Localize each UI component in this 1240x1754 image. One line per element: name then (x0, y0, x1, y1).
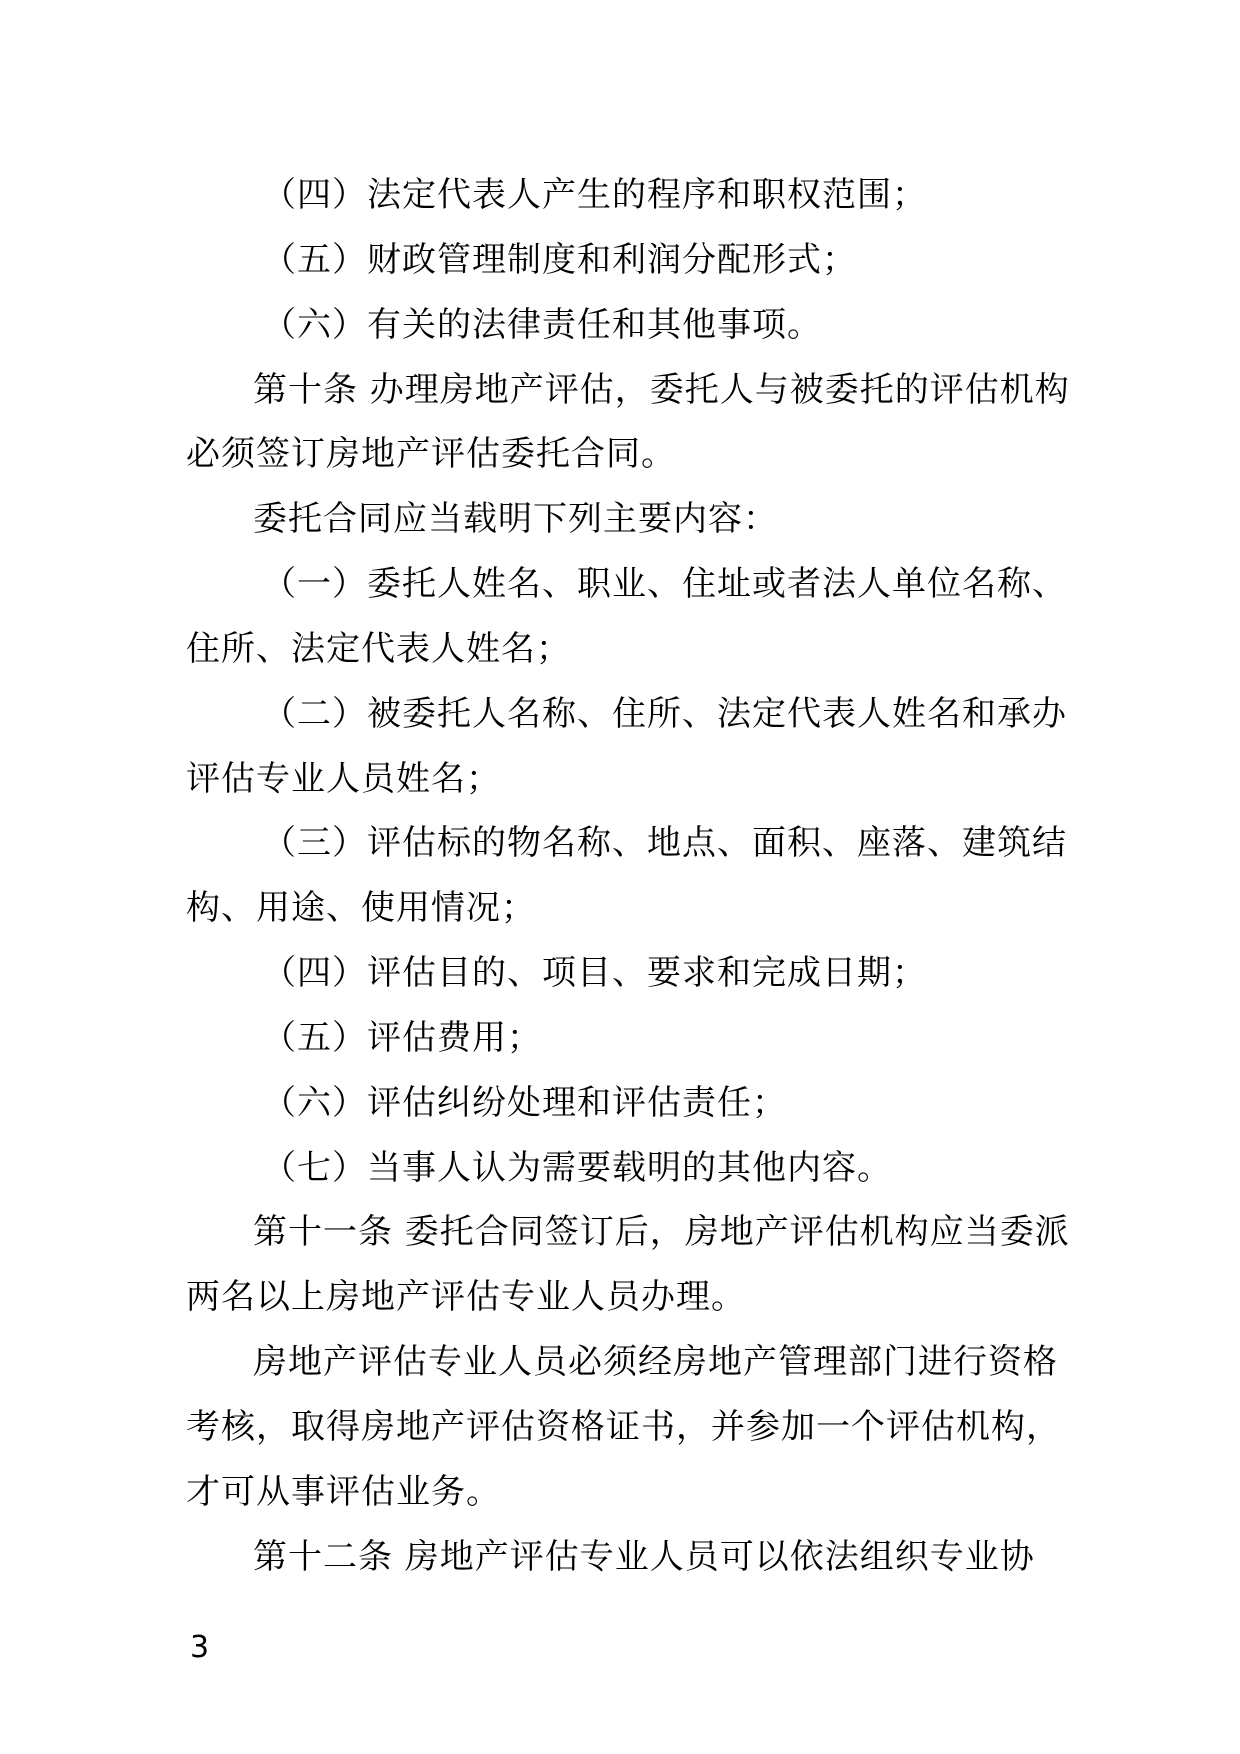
text-line: 委托合同应当载明下列主要内容： (253, 499, 778, 539)
text-line: 房地产评估专业人员必须经房地产管理部门进行资格 (253, 1342, 1058, 1382)
text-line: （三）评估标的物名称、地点、面积、座落、建筑结 (262, 823, 1067, 863)
text-line: （七）当事人认为需要载明的其他内容。 (262, 1148, 892, 1188)
text-line: （二）被委托人名称、住所、法定代表人姓名和承办 (262, 694, 1067, 734)
text-line: （一）委托人姓名、职业、住址或者法人单位名称、 (262, 564, 1067, 604)
text-line: 考核，取得房地产评估资格证书，并参加一个评估机构， (186, 1407, 1061, 1447)
text-line: （四）法定代表人产生的程序和职权范围； (262, 175, 927, 215)
text-line: （五）财政管理制度和利润分配形式； (262, 240, 857, 280)
text-line: 才可从事评估业务。 (186, 1472, 501, 1512)
text-line: （六）有关的法律责任和其他事项。 (262, 305, 822, 345)
text-line: 住所、法定代表人姓名； (186, 629, 571, 669)
article-heading-line: 第十二条 房地产评估专业人员可以依法组织专业协 (253, 1537, 1035, 1577)
text-line: 构、用途、使用情况； (186, 888, 536, 928)
text-line: （六）评估纠纷处理和评估责任； (262, 1083, 787, 1123)
text-line: （五）评估费用； (262, 1018, 542, 1058)
page-number: 3 (190, 1630, 210, 1665)
article-heading-line: 第十一条 委托合同签订后，房地产评估机构应当委派 (253, 1212, 1070, 1252)
article-heading-line: 第十条 办理房地产评估，委托人与被委托的评估机构 (253, 370, 1070, 410)
text-line: 评估专业人员姓名； (186, 759, 501, 799)
text-line: （四）评估目的、项目、要求和完成日期； (262, 953, 927, 993)
text-line: 两名以上房地产评估专业人员办理。 (186, 1277, 746, 1317)
text-line: 必须签订房地产评估委托合同。 (186, 434, 676, 474)
